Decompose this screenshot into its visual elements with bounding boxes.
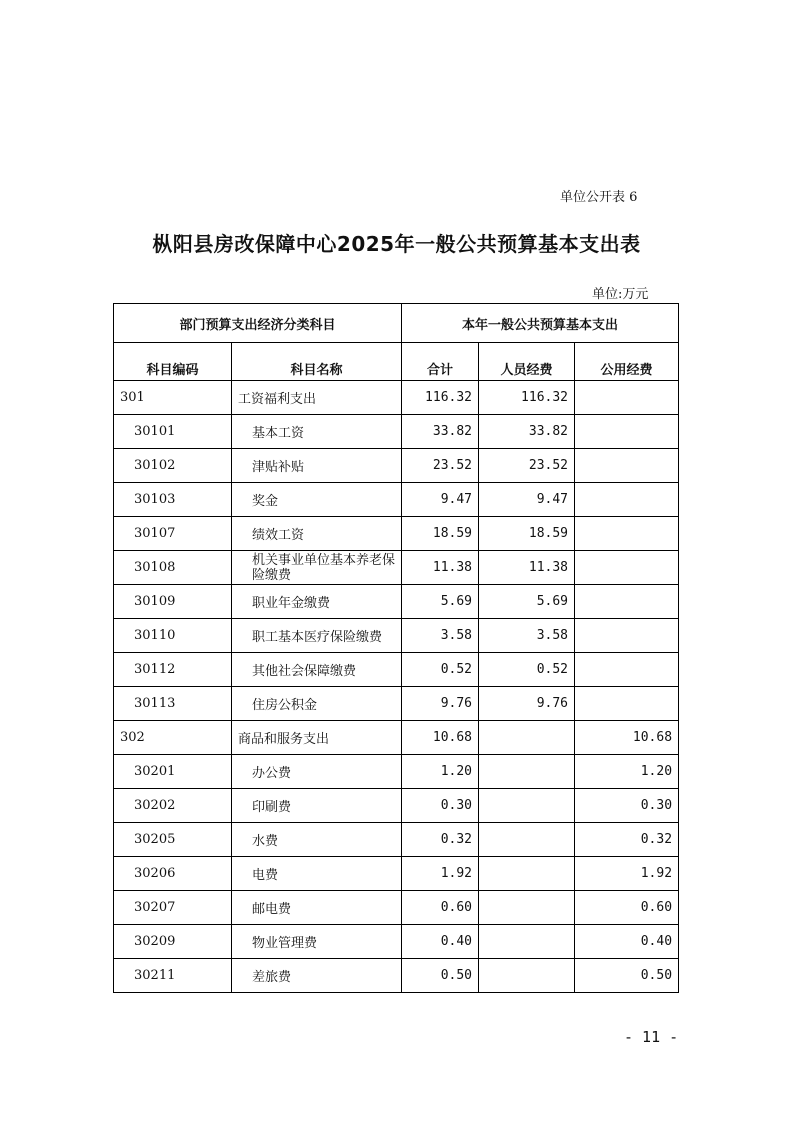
cell-personnel: 33.82 <box>479 415 575 449</box>
cell-personnel <box>479 721 575 755</box>
cell-personnel: 5.69 <box>479 585 575 619</box>
header-row-group <box>114 304 679 343</box>
cell-total: 9.76 <box>402 687 479 721</box>
cell-public <box>575 415 679 449</box>
table-row <box>114 585 679 619</box>
cell-name: 商品和服务支出 <box>232 721 402 755</box>
cell-personnel: 23.52 <box>479 449 575 483</box>
header-group-left: 部门预算支出经济分类科目 <box>114 304 402 343</box>
budget-table <box>113 303 679 993</box>
cell-personnel: 18.59 <box>479 517 575 551</box>
cell-name: 住房公积金 <box>232 687 402 721</box>
cell-code: 30110 <box>114 619 232 653</box>
header-personnel: 人员经费 <box>479 343 575 381</box>
cell-name: 物业管理费 <box>232 925 402 959</box>
cell-personnel <box>479 959 575 993</box>
cell-public: 0.32 <box>575 823 679 857</box>
table-row <box>114 483 679 517</box>
table-row <box>114 857 679 891</box>
table-row <box>114 925 679 959</box>
cell-personnel <box>479 755 575 789</box>
cell-code: 30205 <box>114 823 232 857</box>
cell-total: 18.59 <box>402 517 479 551</box>
header-group-right: 本年一般公共预算基本支出 <box>402 304 679 343</box>
cell-code: 30109 <box>114 585 232 619</box>
cell-total: 10.68 <box>402 721 479 755</box>
cell-name: 机关事业单位基本养老保险缴费 <box>232 551 402 585</box>
table-row <box>114 891 679 925</box>
page-number: - 11 - <box>624 1028 679 1046</box>
cell-personnel: 0.52 <box>479 653 575 687</box>
cell-public <box>575 483 679 517</box>
header-total: 合计 <box>402 343 479 381</box>
cell-total: 0.40 <box>402 925 479 959</box>
cell-name: 职业年金缴费 <box>232 585 402 619</box>
header-name: 科目名称 <box>232 343 402 381</box>
cell-name: 差旅费 <box>232 959 402 993</box>
cell-code: 30201 <box>114 755 232 789</box>
cell-total: 0.30 <box>402 789 479 823</box>
cell-code: 30211 <box>114 959 232 993</box>
cell-total: 1.20 <box>402 755 479 789</box>
cell-total: 23.52 <box>402 449 479 483</box>
cell-total: 33.82 <box>402 415 479 449</box>
cell-personnel <box>479 857 575 891</box>
cell-code: 30209 <box>114 925 232 959</box>
cell-name: 基本工资 <box>232 415 402 449</box>
cell-name: 工资福利支出 <box>232 381 402 415</box>
table-label: 单位公开表 6 <box>560 190 638 205</box>
cell-total: 0.32 <box>402 823 479 857</box>
cell-public: 1.92 <box>575 857 679 891</box>
cell-personnel: 3.58 <box>479 619 575 653</box>
cell-code: 30207 <box>114 891 232 925</box>
cell-personnel <box>479 823 575 857</box>
cell-public <box>575 449 679 483</box>
cell-name: 印刷费 <box>232 789 402 823</box>
cell-code: 30103 <box>114 483 232 517</box>
cell-total: 0.60 <box>402 891 479 925</box>
cell-total: 9.47 <box>402 483 479 517</box>
cell-public <box>575 653 679 687</box>
cell-public: 0.40 <box>575 925 679 959</box>
cell-public <box>575 585 679 619</box>
table-row <box>114 381 679 415</box>
table-row <box>114 823 679 857</box>
cell-public: 0.30 <box>575 789 679 823</box>
header-row-columns <box>114 343 679 381</box>
cell-code: 30102 <box>114 449 232 483</box>
unit-label: 单位:万元 <box>592 287 649 302</box>
cell-code: 30112 <box>114 653 232 687</box>
cell-total: 0.52 <box>402 653 479 687</box>
cell-public <box>575 551 679 585</box>
cell-code: 30101 <box>114 415 232 449</box>
cell-name: 办公费 <box>232 755 402 789</box>
header-public: 公用经费 <box>575 343 679 381</box>
cell-code: 30202 <box>114 789 232 823</box>
cell-personnel <box>479 891 575 925</box>
cell-personnel: 11.38 <box>479 551 575 585</box>
cell-name: 邮电费 <box>232 891 402 925</box>
table-row <box>114 721 679 755</box>
cell-public <box>575 687 679 721</box>
cell-code: 30113 <box>114 687 232 721</box>
cell-name: 奖金 <box>232 483 402 517</box>
cell-public: 10.68 <box>575 721 679 755</box>
cell-name: 绩效工资 <box>232 517 402 551</box>
cell-personnel: 9.76 <box>479 687 575 721</box>
cell-name: 职工基本医疗保险缴费 <box>232 619 402 653</box>
cell-total: 116.32 <box>402 381 479 415</box>
cell-name: 其他社会保障缴费 <box>232 653 402 687</box>
table-row <box>114 959 679 993</box>
page-title: 枞阳县房改保障中心2025年一般公共预算基本支出表 <box>152 232 641 256</box>
cell-public <box>575 381 679 415</box>
cell-total: 3.58 <box>402 619 479 653</box>
table-row <box>114 619 679 653</box>
cell-name: 津贴补贴 <box>232 449 402 483</box>
cell-personnel: 116.32 <box>479 381 575 415</box>
table-row <box>114 449 679 483</box>
cell-public: 1.20 <box>575 755 679 789</box>
cell-code: 30107 <box>114 517 232 551</box>
table-row <box>114 687 679 721</box>
table-row <box>114 653 679 687</box>
cell-code: 30206 <box>114 857 232 891</box>
cell-public: 0.60 <box>575 891 679 925</box>
table-row <box>114 517 679 551</box>
cell-code: 30108 <box>114 551 232 585</box>
header-code: 科目编码 <box>114 343 232 381</box>
cell-public: 0.50 <box>575 959 679 993</box>
cell-code: 301 <box>114 381 232 415</box>
cell-total: 0.50 <box>402 959 479 993</box>
cell-total: 1.92 <box>402 857 479 891</box>
table-row <box>114 755 679 789</box>
cell-code: 302 <box>114 721 232 755</box>
cell-public <box>575 619 679 653</box>
table-row <box>114 415 679 449</box>
cell-personnel <box>479 925 575 959</box>
cell-public <box>575 517 679 551</box>
cell-name: 电费 <box>232 857 402 891</box>
cell-personnel: 9.47 <box>479 483 575 517</box>
cell-personnel <box>479 789 575 823</box>
table-row <box>114 789 679 823</box>
cell-total: 11.38 <box>402 551 479 585</box>
cell-name: 水费 <box>232 823 402 857</box>
table-row <box>114 551 679 585</box>
cell-total: 5.69 <box>402 585 479 619</box>
